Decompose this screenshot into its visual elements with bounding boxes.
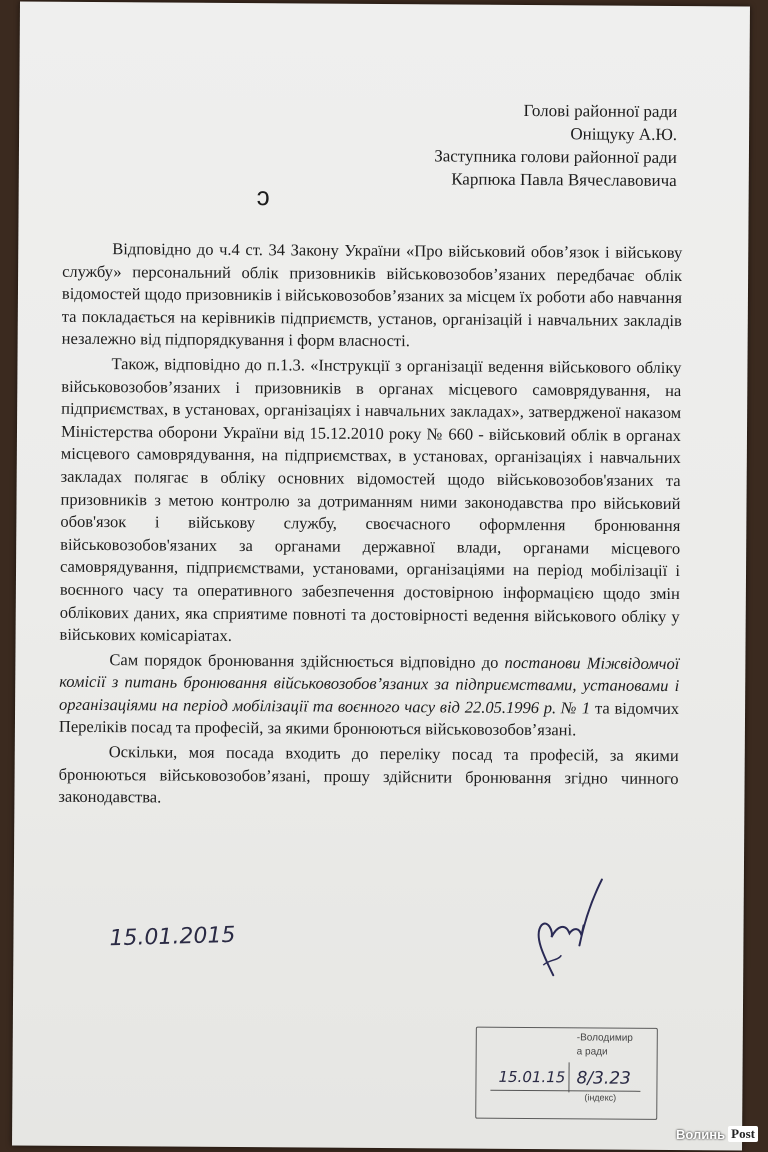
stamp-index-label: (індекс): [584, 1092, 617, 1103]
paragraph-text: Сам порядок бронювання здійснюється відповідно до: [109, 649, 505, 672]
paragraph-italic-text: постанови Міжвідомчої комісії з питань бронювання військовозобов’язаних за підприємствами, установами і організаціями на період мобілізації та воєнного часу від 22.05.1996 р. № 1: [59, 652, 680, 718]
pen-mark: ↄ: [256, 181, 270, 212]
addressee-line: Голові районної ради: [523, 100, 678, 122]
paragraph: Також, відповідно до п.1.3. «Інструкції з організації ведення військового обліку військовозобов’язаних і призовників в органах місцевого самоврядування, на підприємствах, в установах, організаціях і навчальних закладах», затвердженої наказом Міністерства оборони України від 15.12.2010 року № 660 - військовий облік в органах місцевого самоврядування, на підприємствах, в установах, організаціях і навчальних закладах полягає в обліку основних відомостей щодо військовозобов'язаних та призовників з метою контролю за дотриманням ними законодавства про військовий обов'язок і військову службу, своєчасного оформлення бронювання військовозобов'язаних за органами державної влади, органами місцевого самоврядування, підприємствами, установами, організаціями на період мобілізації і воєнного часу та оперативного забезпечення достовірною інформацією щодо змін облікових даних, яка сприятиме повноті та достовірності ведення військового обліку у військових комісаріатах.: [59, 354, 682, 646]
paragraph: [59, 648, 680, 743]
letter-body: [58, 238, 682, 813]
watermark-word: Волинь: [676, 1126, 726, 1142]
stamp-underline: [490, 1090, 640, 1092]
watermark-badge: Post: [728, 1126, 758, 1142]
addressee-line: Заступника голови районної ради: [434, 146, 677, 168]
paragraph: Відповідно до ч.4 ст. 34 Закону України «Про військовий обов’язок і військову службу» персональний облік призовників військовозобов’язаних передбачає облік відомостей щодо призовників і військовозобов’язаних за місцем їх роботи або навчання та покладається на керівників підприємств, установ, організацій і навчальних закладів незалежно від підпорядкування і форм власності.: [61, 239, 683, 351]
handwritten-date: 15.01.2015: [109, 922, 236, 952]
registration-stamp: [475, 1027, 658, 1120]
document-page: [12, 1, 750, 1150]
stamp-line: -Володимир: [576, 1032, 633, 1044]
stamp-divider: [568, 1062, 569, 1092]
addressee-line: Карпюка Павла Вячеславовича: [451, 169, 677, 191]
stamp-date: 15.01.15: [498, 1067, 566, 1087]
stamp-number: 8/3.23: [576, 1068, 631, 1089]
signature-icon: [513, 875, 604, 986]
addressee-block: [434, 98, 677, 192]
watermark-logo: [676, 1126, 758, 1142]
paragraph-text: та відомчих Переліків посад та професій, за якими бронюються військовозобов’язані.: [58, 698, 680, 740]
paragraph: Оскільки, моя посада входить до переліку посад та професій, за якими бронюються військовозобов’язані, прошу здійснити бронювання згідно чинного законодавства.: [58, 742, 679, 807]
stamp-line: а ради: [576, 1046, 608, 1058]
addressee-line: Оніщуку А.Ю.: [570, 124, 678, 145]
